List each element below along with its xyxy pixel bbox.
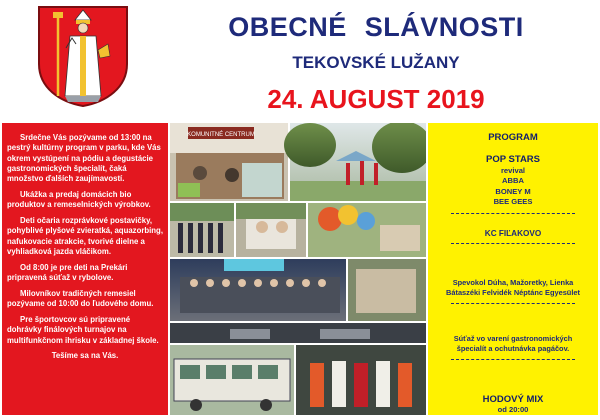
photo-folk-dancers <box>170 203 234 257</box>
mix-heading: HODOVÝ MIX <box>482 393 544 405</box>
municipal-coat-of-arms <box>36 4 130 108</box>
photo-stage-performance <box>170 323 426 343</box>
community-centre-sign: KOMUNITNÉ CENTRUM <box>187 132 255 138</box>
mix-time: od 20:00 <box>497 404 529 414</box>
competition-line: špecialít a ochutnávka pagáčov. <box>456 343 570 353</box>
competition-line: Súťaž vo varení gastronomických <box>453 333 573 343</box>
photo-folk-costumes <box>296 345 426 415</box>
revival-label: revival <box>500 166 526 175</box>
invitation-panel <box>2 123 168 415</box>
groups-line: Spevokol Dúha, Mažoretky, Lienka <box>452 277 574 287</box>
photo-cooking <box>236 203 306 257</box>
page-title: OBECNÉ SLÁVNOSTI <box>228 12 524 42</box>
photo-children-attractions <box>308 203 426 257</box>
invitation-paragraph: Srdečne Vás pozývame od 13:00 na pestrý kultúrny program v parku, kde Vás okrem vystúpení na pódiu a degustácie gastronomických špecialít, čaká množstvo ďalších zaujímavostí. <box>7 133 161 184</box>
crafts-paragraph: Milovníkov tradičných remesiel pozývame od 10:00 do ľudového domu. <box>7 288 154 309</box>
village-name: TEKOVSKÉ LUŽANY <box>292 53 460 72</box>
photo-stage-group <box>170 259 346 321</box>
program-heading: PROGRAM <box>488 132 538 143</box>
pop-stars-heading: POP STARS <box>485 154 541 165</box>
band-item: ABBA <box>502 176 524 186</box>
groups-line: Bátaszéki Felvidék Néptánc Egyesület <box>446 287 580 297</box>
photo-tourist-train <box>170 345 294 415</box>
photo-collage <box>170 123 426 415</box>
fishing-paragraph: Od 8:00 je pre deti na Prekári pripravená súťaž v rybolove. <box>7 262 128 283</box>
products-paragraph: Ukážka a predaj domácich bio produktov a remeselnických výrobkov. <box>7 189 151 210</box>
photo-festival-crowd <box>348 259 426 321</box>
closing-line: Tešíme sa na Vás. <box>51 351 119 361</box>
kc-filakovo-label: KC FIĽAKOVO <box>484 228 542 238</box>
photo-tent <box>170 123 288 201</box>
collage-photos <box>170 123 426 415</box>
band-item: BEE GEES <box>493 197 533 207</box>
program-panel <box>428 123 598 415</box>
photo-park-dancers <box>284 123 426 201</box>
band-item: BONEY M <box>495 186 531 196</box>
event-date: 24. AUGUST 2019 <box>267 84 485 114</box>
sports-paragraph: Pre športovcov sú pripravené dohrávky finálových turnajov na multifunkčnom ihrisku v základnej škole. <box>7 314 159 345</box>
children-paragraph: Deti očaria rozprávkové postavičky, pohyblivé plyšové zvieratká, aquazorbing, nafukovacie atrakcie, tvorivé dielne a vyhliadková jazda vláčikom. <box>7 216 163 256</box>
